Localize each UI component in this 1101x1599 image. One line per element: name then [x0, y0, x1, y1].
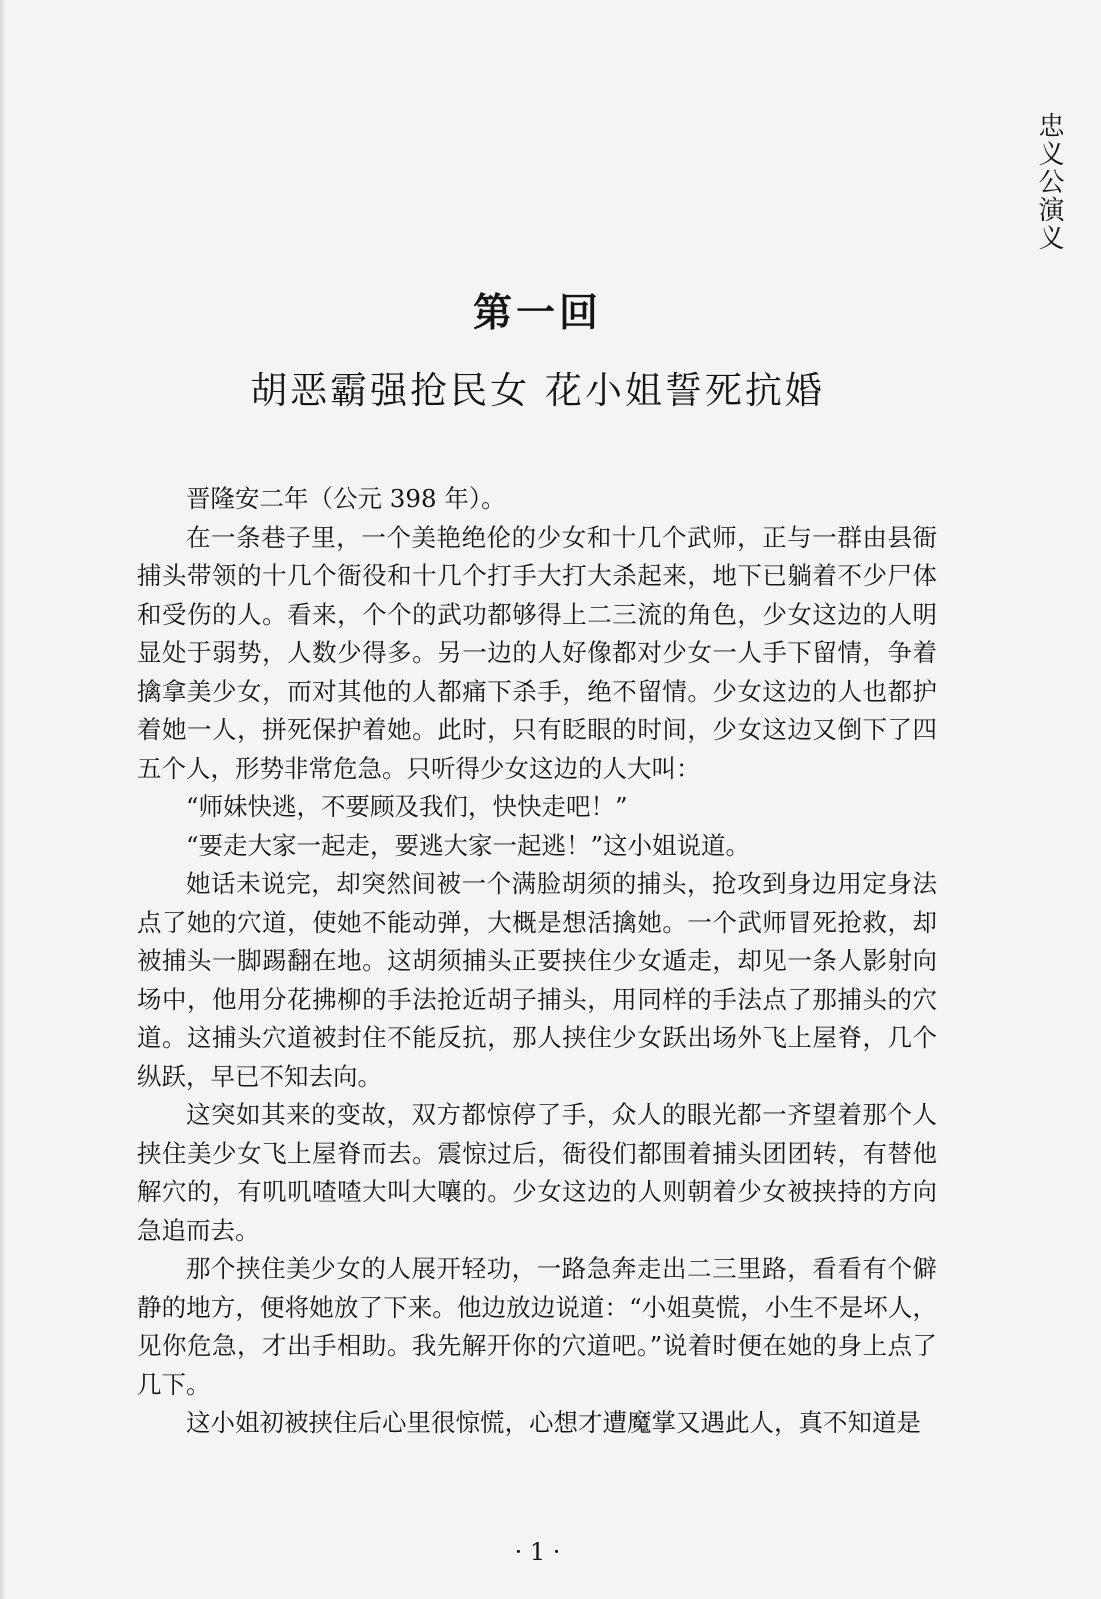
chapter-number: 第一回 — [472, 290, 602, 336]
paragraph: 她话未说完，却突然间被一个满脸胡须的捕头，抢攻到身边用定身法点了她的穴道，使她不能动弹，大概是想活擒她。一个武师冒死抢救，却被捕头一脚踢翻在地。这胡须捕头正要挟住少女遁走，却见一条人影射向场中，他用分花拂柳的手法抢近胡子捕头，用同样的手法点了那捕头的穴道。这捕头穴道被封住不能反抗，那人挟住少女跃出场外飞上屋脊，几个纵跃，早已不知去向。 — [137, 869, 937, 1091]
paragraph: 在一条巷子里，一个美艳绝伦的少女和十几个武师，正与一群由县衙捕头带领的十几个衙役和十几个打手大打大杀起来，地下已躺着不少尸体和受伤的人。看来，个个的武功都够得上二三流的角色，少女这边的人明显处于弱势，人数少得多。另一边的人好像都对少女一人手下留情，争着擒拿美少女，而对其他的人都痛下杀手，绝不留情。少女这边的人也都护着她一人，拼死保护着她。此时，只有眨眼的时间，少女这边又倒下了四五个人，形势非常危急。只听得少女这边的人大叫： — [137, 522, 937, 783]
page-number: · 1 · — [514, 1538, 561, 1566]
scan-edge-shadow — [0, 0, 6, 1599]
paragraph: 这小姐初被挟住后心里很惊慌，心想才遭魔掌又遇此人，真不知道是 — [186, 1408, 921, 1437]
paragraph: 那个挟住美少女的人展开轻功，一路急奔走出二三里路，看看有个僻静的地方，便将她放了下来。他边放边说道：“小姐莫慌，小生不是坏人，见你危急，才出手相助。我先解开你的穴道吧。”说着时便在她的身上点了几下。 — [137, 1254, 937, 1399]
body-text — [137, 480, 937, 1443]
paragraph: “师妹快逃，不要顾及我们，快快走吧！” — [186, 792, 628, 821]
paragraph: 这突如其来的变故，双方都惊停了手，众人的眼光都一齐望着那个人挟住美少女飞上屋脊而去。震惊过后，衙役们都围着捕头团团转，有替他解穴的，有叽叽喳喳大叫大嚷的。少女这边的人则朝着少女被挟持的方向急追而去。 — [137, 1100, 937, 1245]
running-head: 忠义公演义 — [1034, 112, 1064, 252]
chapter-title: 胡恶霸强抢民女 花小姐誓死抗婚 — [250, 369, 825, 412]
paragraph: “要走大家一起走，要逃大家一起逃！”这小姐说道。 — [186, 830, 751, 860]
paragraph: 晋隆安二年（公元 398 年）。 — [186, 484, 506, 513]
